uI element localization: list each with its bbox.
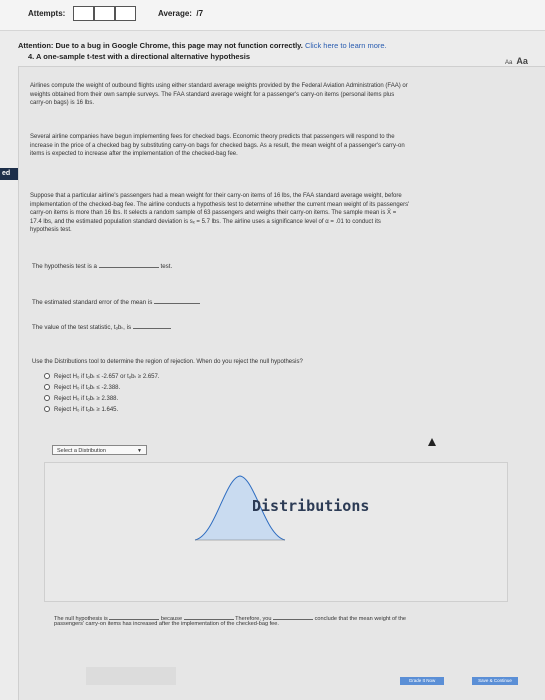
option-radio-4[interactable] [44,406,50,412]
distributions-label: Distributions [252,497,370,515]
conclusion-line-2: passengers' carry-on items has increased after the implementation of the checked-bag fee. [54,621,279,627]
option-radio-2[interactable] [44,384,50,390]
publisher-logo [86,667,176,685]
question-title: 4. A one-sample t-test with a directional alternative hypothesis [28,52,250,61]
paragraph-faa: Airlines compute the weight of outbound flights using either standard average weights provided by the Federal Aviation Administration (FAA) or weights obtained from their own sample surveys. The FAA standard average weight for a passenger's carry-on items (personal items plus carry-on bags) is 16 lbs. [30,83,408,107]
question-panel [18,66,545,700]
side-tab[interactable]: ed [0,168,18,180]
mouse-cursor-icon [428,438,436,446]
option-radio-3[interactable] [44,395,50,401]
average-label: Average: /7 [158,9,204,18]
reason-dropdown[interactable] [184,612,234,620]
chevron-down-icon: ▼ [137,448,142,454]
test-type-dropdown[interactable] [99,260,159,268]
rejection-question: Use the Distributions tool to determine the region of rejection. When do you reject the null hypothesis? [32,359,303,365]
grade-it-now-button[interactable]: Grade It Now [400,677,444,685]
test-statistic-input[interactable] [133,321,171,329]
average-value: /7 [196,9,204,18]
option-label-4[interactable]: Reject H₀ if tₒbₜ ≥ 1.645. [54,407,119,413]
save-continue-button[interactable]: Save & Continue [472,677,518,685]
chrome-bug-notice: Attention: Due to a bug in Google Chrome, this page may not function correctly. Click here to learn more. [18,41,387,50]
null-decision-dropdown[interactable] [109,612,159,620]
attempt-box-1 [73,6,94,21]
test-type-statement: The hypothesis test is a test. [32,260,172,270]
paragraph-fees: Several airline companies have begun implementing fees for checked bags. Economic theory predicts that passengers will respond to the increase in the price of a checked bag by substituting carry-on bags for checked bags. As a result, the mean weight of a passenger's carry-on items is expected to increase after the implementation of the checked-bag fee. [30,134,405,158]
conclusion-line-1: The null hypothesis is because Therefore, you conclude that the mean weight of the [54,612,524,622]
standard-error-input[interactable] [154,296,200,304]
select-distribution-dropdown[interactable]: Select a Distribution ▼ [52,445,147,455]
option-label-3[interactable]: Reject H₀ if tₒbₜ ≥ 2.388. [54,396,119,402]
conclusion-dropdown[interactable] [273,612,313,620]
font-size-icon[interactable]: Aa Aa [505,56,528,66]
standard-error-statement: The estimated standard error of the mean is [32,296,200,306]
test-statistic-statement: The value of the test statistic, tₒbₜ, is [32,321,171,331]
learn-more-link[interactable]: Click here to learn more. [304,41,387,50]
top-bar [0,0,545,31]
attempts-label: Attempts: [28,9,66,18]
attempt-box-2 [94,6,115,21]
attempt-box-3 [115,6,136,21]
option-label-1[interactable]: Reject H₀ if tₒbₜ ≤ -2.657 or tₒbₜ ≥ 2.657. [54,374,160,380]
option-label-2[interactable]: Reject H₀ if tₒbₜ ≤ -2.388. [54,385,121,391]
option-radio-1[interactable] [44,373,50,379]
paragraph-scenario: Suppose that a particular airline's passengers had a mean weight for their carry-on items of 16 lbs, the FAA standard average weight, before implementation of the checked-bag fee. The airline conducts a hypothesis test to determine whether the current mean weight of its passengers' carry-on items is more than 16 lbs. It selects a random sample of 63 passengers and weighs their carry-on items. The sample mean is X̄ = 17.4 lbs, and the estimated population standard deviation is sₓ = 5.7 lbs. The airline uses a significance level of α = .01 to conduct its hypothesis test. [30,193,410,234]
